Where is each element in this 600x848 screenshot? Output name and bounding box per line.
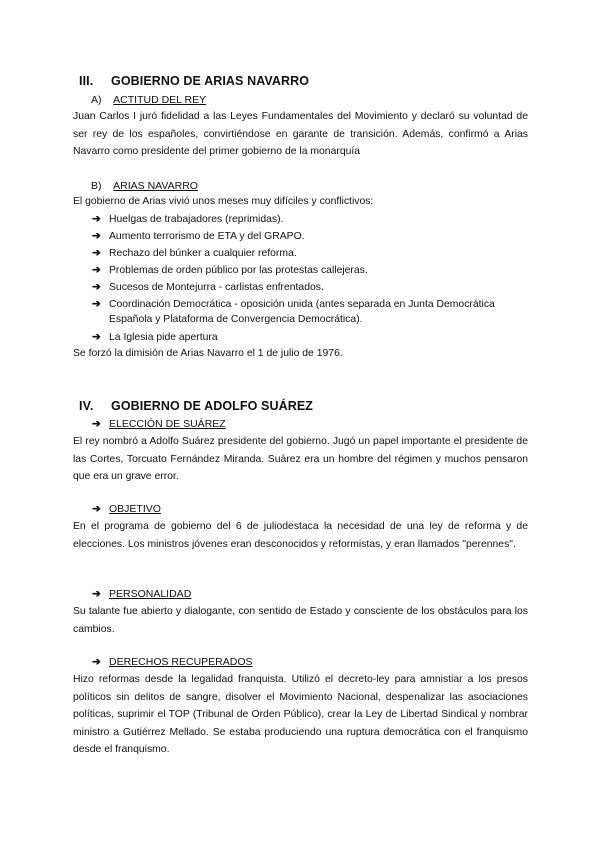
list-item <box>92 298 495 310</box>
subheading-letter: B) <box>91 180 102 192</box>
subheading-title: DERECHOS RECUPERADOS <box>109 656 253 668</box>
paragraph-eleccion: El rey nombró a Adolfo Suárez presidente del gobierno. Jugó un papel importante el presidente de las Cortes, Torcuato Fernández Miranda. Suárez era un hombre del régimen y muchos pensaron que era un grave error. <box>73 436 528 482</box>
arrow-icon: ➔ <box>92 231 101 242</box>
list-item <box>92 247 297 259</box>
arrow-icon: ➔ <box>92 299 101 310</box>
subheading-eleccion <box>92 418 226 430</box>
arrow-icon: ➔ <box>92 282 101 293</box>
paragraph-arias-intro: El gobierno de Arias vivió unos meses muy difíciles y conflictivos: <box>73 196 374 207</box>
subheading-actitud-rey <box>91 94 206 106</box>
list-item-text: Rechazo del búnker a cualquier reforma. <box>109 248 297 259</box>
list-item-text: Coordinación Democrática - oposición unida (antes separada en Junta Democrática <box>109 299 495 310</box>
section-number: III. <box>79 74 94 88</box>
list-item <box>92 230 305 242</box>
subheading-title: PERSONALIDAD <box>109 588 192 600</box>
subheading-letter: A) <box>91 94 102 106</box>
arrow-icon: ➔ <box>92 248 101 259</box>
list-item-text: La Iglesia pide apertura <box>109 332 218 343</box>
arrow-icon: ➔ <box>92 332 101 343</box>
subheading-derechos <box>92 656 253 668</box>
subheading-arias-navarro <box>91 180 198 192</box>
section-heading-arias <box>79 74 309 88</box>
arrow-icon: ➔ <box>92 503 101 515</box>
arrow-icon: ➔ <box>92 265 101 276</box>
subheading-title: OBJETIVO <box>109 503 161 515</box>
arrow-icon: ➔ <box>92 214 101 225</box>
subheading-title: ELECCIÓN DE SUÁREZ <box>109 418 226 430</box>
list-item-continuation: Española y Plataforma de Convergencia Democrática). <box>109 314 363 325</box>
subheading-personalidad <box>92 588 191 600</box>
list-item <box>92 331 218 343</box>
section-number: IV. <box>79 399 94 413</box>
section-title: GOBIERNO DE ADOLFO SUÁREZ <box>111 399 314 413</box>
subheading-title: ACTITUD DEL REY <box>113 94 207 106</box>
list-item-text: Sucesos de Montejurra - carlistas enfrentados. <box>109 282 324 293</box>
list-item <box>92 281 324 293</box>
subheading-title: ARIAS NAVARRO <box>113 180 198 192</box>
list-item <box>92 213 283 225</box>
subheading-objetivo <box>92 503 161 515</box>
paragraph-personalidad: Su talante fue abierto y dialogante, con sentido de Estado y consciente de los obstáculos para los cambios. <box>73 606 528 635</box>
list-item-text: Aumento terrorismo de ETA y del GRAPO. <box>109 231 305 242</box>
list-item-text: Huelgas de trabajadores (reprimidas). <box>109 214 284 225</box>
paragraph-derechos: Hizo reformas desde la legalidad franquista. Utilizó el decreto-ley para amnistiar a los presos políticos sin delitos de sangre, disolver el Movimiento Nacional, despenalizar las asociaciones políticas, suprimir el TOP (Tribunal de Orden Público), crear la Ley de Libertad Sindical y nombrar ministro a Gutiérrez Mellado. Se estaba produciendo una ruptura democrática con el franquismo desde el franquismo. <box>73 674 528 755</box>
list-item-text: Problemas de orden público por las protestas callejeras. <box>109 265 368 276</box>
arrow-icon: ➔ <box>92 588 101 600</box>
paragraph-arias-closing: Se forzó la dimisión de Arias Navarro el 1 de julio de 1976. <box>73 348 343 359</box>
list-item <box>92 264 368 276</box>
arrow-icon: ➔ <box>92 418 101 430</box>
paragraph-objetivo: En el programa de gobierno del 6 de juliodestaca la necesidad de una ley de reforma y de elecciones. Los ministros jóvenes eran desconocidos y reformistas, y eran llamados "perennes". <box>73 521 528 550</box>
paragraph-actitud-rey: Juan Carlos I juró fidelidad a las Leyes Fundamentales del Movimiento y declaró su voluntad de ser rey de los españoles, convirtiéndose en garante de transición. Además, confirmó a Arias Navarro como presidente del primer gobierno de la monarquía <box>73 111 528 157</box>
arrow-icon: ➔ <box>92 656 101 668</box>
section-heading-suarez <box>79 399 313 413</box>
section-title: GOBIERNO DE ARIAS NAVARRO <box>111 74 310 88</box>
